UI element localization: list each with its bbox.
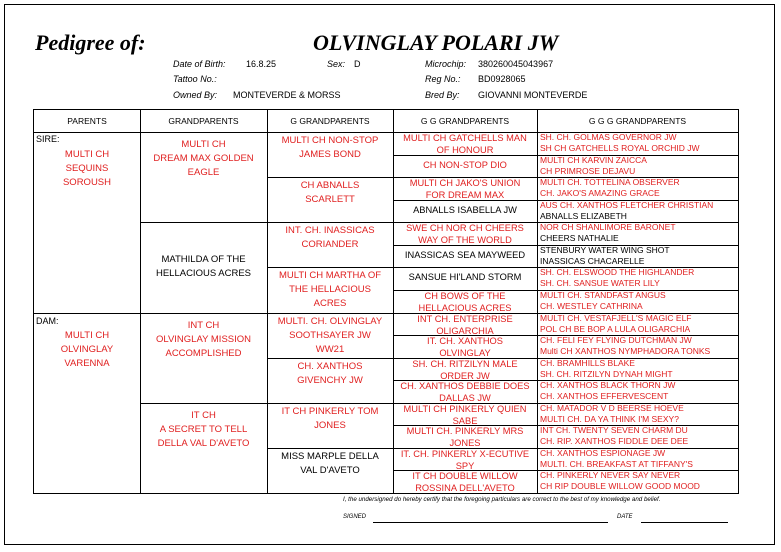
cell-line: SCARLETT (305, 194, 355, 206)
ggg-grandparent-cell (537, 335, 738, 358)
column-header: G G G GRANDPARENTS (588, 116, 687, 126)
cell-line: INASSICAS SEA MAYWEED (404, 249, 526, 260)
pedigree-table (33, 109, 739, 494)
column-header: G GRANDPARENTS (290, 116, 370, 126)
cell-line: MULTI CH (64, 329, 110, 341)
cell-line: CH. XANTHOS DEBBIE DOES (400, 381, 530, 392)
microchip-label: Microchip: (425, 59, 467, 69)
g-grandparent-cell (267, 177, 393, 222)
cell-line: DALLAS JW (439, 393, 491, 403)
cell-line: ACRES (313, 298, 347, 310)
ancestor-name: STENBURY WATER WING SHOT (540, 244, 670, 255)
cell-line: IT CH (191, 409, 216, 421)
cell-line: OLVINGLAY (60, 343, 114, 355)
ancestor-name: CH. MATADOR V D BEERSE HOEVE (540, 402, 684, 413)
ancestor-name: MULTI CH. TOTTELINA OBSERVER (540, 177, 680, 188)
ancestor-name: MULTI CH. DA YA THINK I'M SEXY? (540, 413, 679, 424)
bred-label: Bred By: (425, 90, 460, 100)
cell-line: OLVINGLAY MISSION (155, 333, 252, 345)
ancestor-name: INASSICAS CHACARELLE (540, 255, 645, 266)
cell-line: HELLACIOUS ACRES (155, 268, 252, 280)
cell-line: IT CH DOUBLE WILLOW (412, 471, 518, 482)
ancestor-name: MULTI. CH. BREAKFAST AT TIFFANY'S (540, 458, 693, 469)
ggg-grandparent-cell (537, 222, 738, 245)
cell-line: DREAM MAX GOLDEN (153, 153, 254, 164)
cell-line: INT CH (187, 319, 220, 331)
cell-line: MULTI. CH. OLVINGLAY (277, 315, 383, 327)
column-header: GRANDPARENTS (168, 116, 239, 126)
gg-grandparent-cell (393, 403, 537, 426)
gg-grandparent-cell (393, 313, 537, 336)
bred-value: GIOVANNI MONTEVERDE (478, 90, 588, 100)
sex-label: Sex: (327, 59, 346, 69)
cell-line: CH BOWS OF THE (424, 290, 506, 301)
ancestor-name: MULTI CH. STANDFAST ANGUS (540, 289, 666, 300)
owned-value: MONTEVERDE & MORSS (233, 90, 341, 100)
cell-line: SH. CH. RITZILYN MALE (412, 358, 518, 369)
cell-line: JAMES BOND (299, 149, 361, 160)
cell-line: IT. CH. PINKERLY X-ECUTIVE (400, 448, 530, 459)
cell-line: MULTI CH GATCHELLS MAN (403, 133, 527, 143)
cell-line: OF HONOUR (436, 145, 494, 155)
cell-line: ACCOMPLISHED (165, 347, 242, 359)
dob-value: 16.8.25 (246, 59, 277, 69)
cell-line: MULTI CH PINKERLY QUIEN (403, 403, 527, 414)
ggg-grandparent-cell (537, 448, 738, 471)
gg-grandparent-cell (393, 200, 537, 223)
gg-grandparent-cell (393, 155, 537, 178)
ancestor-name: SH. CH. GOLMAS GOVERNOR JW (540, 132, 677, 142)
cell-line: INT. CH. INASSICAS (285, 225, 375, 237)
cell-line: A SECRET TO TELL (159, 423, 248, 435)
cell-line: HELLACIOUS ACRES (418, 302, 512, 313)
g-grandparent-cell (267, 448, 393, 493)
cell-line: SPY (455, 460, 475, 471)
gg-grandparent-cell (393, 358, 537, 381)
reg-value: BD0928065 (478, 74, 526, 84)
ancestor-name: CH. XANTHOS ESPIONAGE JW (540, 447, 666, 458)
g-grandparent-cell (267, 222, 393, 267)
cell-line: SEQUINS (65, 163, 109, 174)
cell-line: ORDER JW (440, 370, 490, 381)
ancestor-name: CH. BRAMHILLS BLAKE (540, 357, 635, 368)
signed-label: SIGNED (343, 514, 367, 520)
ggg-grandparent-cell (537, 403, 738, 426)
grandparent-cell (140, 403, 267, 493)
ggg-grandparent-cell (537, 358, 738, 381)
cell-line: MATHILDA OF THE (161, 254, 246, 266)
gg-grandparent-cell (393, 380, 537, 403)
cell-line: SOROUSH (62, 177, 112, 188)
date-line (641, 522, 728, 523)
cell-line: OLVINGLAY (439, 348, 491, 358)
cell-line: IT CH PINKERLY TOM (281, 405, 379, 417)
gg-grandparent-cell (393, 222, 537, 245)
ancestor-name: SH. CH. RITZILYN DYNAH MIGHT (540, 368, 673, 379)
ancestor-name: ABNALLS ELIZABETH (540, 210, 627, 221)
ancestor-name: INT CH. TWENTY SEVEN CHARM DU (540, 425, 688, 436)
cell-line: INT CH. ENTERPRISE (417, 313, 513, 324)
cell-line: JONES (449, 438, 481, 448)
parent-cell (34, 313, 140, 494)
g-grandparent-cell (267, 132, 393, 177)
dog-name: OLVINGLAY POLARI JW (313, 30, 559, 55)
date-label: DATE (617, 514, 633, 520)
grandparent-cell (140, 222, 267, 312)
dob-label: Date of Birth: (173, 59, 226, 69)
g-grandparent-cell (267, 313, 393, 358)
ancestor-name: CH. XANTHOS BLACK THORN JW (540, 380, 676, 391)
cell-line: CH. XANTHOS (297, 360, 363, 372)
cell-line: IT. CH. XANTHOS (427, 336, 503, 347)
gg-grandparent-cell (393, 470, 537, 493)
ancestor-name: AUS CH. XANTHOS FLETCHER CHRISTIAN (540, 199, 714, 210)
ancestor-name: Multi CH XANTHOS NYMPHADORA TONKS (540, 346, 711, 357)
ancestor-name: SH. CH. SANSUE WATER LILY (540, 278, 660, 289)
parent-cell (34, 132, 140, 313)
ggg-grandparent-cell (537, 132, 738, 155)
ggg-grandparent-cell (537, 177, 738, 200)
cell-line: SABE (452, 415, 478, 426)
ancestor-name: CH. FELI FEY FLYING DUTCHMAN JW (540, 335, 692, 346)
g-grandparent-cell (267, 267, 393, 312)
gg-grandparent-cell (393, 448, 537, 471)
ggg-grandparent-cell (537, 155, 738, 178)
cell-line: OLIGARCHIA (436, 325, 494, 336)
cell-line: MULTI CH NON-STOP (281, 135, 379, 146)
ggg-grandparent-cell (537, 200, 738, 223)
ggg-grandparent-cell (537, 267, 738, 290)
gg-grandparent-cell (393, 335, 537, 358)
cell-line: MULTI CH (181, 139, 226, 150)
column-header: PARENTS (67, 116, 107, 126)
cell-line: WW21 (315, 343, 345, 355)
certification-text: I, the undersigned do hereby certify that the foregoing particulars are correct to the best of my knowledge and belief. (343, 496, 661, 503)
ggg-grandparent-cell (537, 313, 738, 336)
ancestor-name: CH. RIP. XANTHOS FIDDLE DEE DEE (540, 436, 689, 447)
ancestor-name: MULTI CH. VESTAFJELL'S MAGIC ELF (540, 312, 692, 323)
ancestor-name: CH. JAKO'S AMAZING GRACE (540, 188, 660, 199)
cell-line: WAY OF THE WORLD (418, 235, 512, 245)
microchip-value: 380260045043967 (478, 59, 554, 69)
cell-line: FOR DREAM MAX (425, 190, 505, 200)
ancestor-name: NOR CH SHANLIMORE BARONET (540, 222, 676, 233)
g-grandparent-cell (267, 403, 393, 448)
signature-line (373, 522, 608, 523)
ancestor-name: SH CH GATCHELLS ROYAL ORCHID JW (540, 143, 700, 153)
gg-grandparent-cell (393, 267, 537, 290)
gg-grandparent-cell (393, 177, 537, 200)
cell-line: SOOTHSAYER JW (289, 329, 371, 341)
reg-label: Reg No.: (425, 74, 461, 84)
cell-line: CH ABNALLS (300, 180, 360, 192)
cell-line: THE HELLACIOUS (289, 284, 371, 296)
tattoo-label: Tattoo No.: (173, 74, 217, 84)
g-grandparent-cell (267, 358, 393, 403)
owned-label: Owned By: (173, 90, 218, 100)
ancestor-name: CH. WESTLEY CATHRINA (540, 300, 643, 311)
ancestor-name: SH. CH. ELSWOOD THE HIGHLANDER (540, 267, 695, 278)
gg-grandparent-cell (393, 425, 537, 448)
ggg-grandparent-cell (537, 290, 738, 313)
ancestor-name: CH. XANTHOS EFFERVESCENT (540, 391, 669, 402)
ggg-grandparent-cell (537, 380, 738, 403)
ancestor-name: MULTI CH KARVIN ZAICCA (540, 154, 647, 165)
ggg-grandparent-cell (537, 425, 738, 448)
cell-line: MULTI CH MARTHA OF (278, 270, 382, 282)
cell-line: JONES (314, 419, 346, 431)
sire-label: SIRE: (36, 134, 60, 144)
cell-line: GIVENCHY JW (297, 374, 363, 386)
gg-grandparent-cell (393, 245, 537, 268)
ancestor-name: CH. PINKERLY NEVER SAY NEVER (540, 470, 681, 481)
pedigree-title-label: Pedigree of: (35, 30, 146, 55)
ancestor-name: CHEERS NATHALIE (540, 233, 619, 244)
grandparent-cell (140, 132, 267, 222)
cell-line: CH NON-STOP DIO (423, 159, 507, 170)
column-header: G G GRANDPARENTS (420, 116, 510, 126)
cell-line: SWE CH NOR CH CHEERS (406, 223, 524, 234)
cell-line: ROSSINA DELL'AVETO (415, 483, 515, 493)
cell-line: MULTI CH. PINKERLY MRS (406, 426, 524, 437)
cell-line: VAL D'AVETO (300, 464, 360, 476)
cell-line: EAGLE (187, 167, 220, 178)
cell-line: ABNALLS ISABELLA JW (413, 204, 517, 215)
ancestor-name: POL CH BE BOP A LULA OLIGARCHIA (540, 323, 691, 334)
cell-line: SANSUE HI'LAND STORM (408, 272, 522, 283)
gg-grandparent-cell (393, 132, 537, 155)
dam-label: DAM: (36, 315, 59, 326)
grandparent-cell (140, 313, 267, 403)
cell-line: MULTI CH JAKO'S UNION (409, 178, 521, 189)
ancestor-name: CH RIP DOUBLE WILLOW GOOD MOOD (540, 481, 700, 492)
ggg-grandparent-cell (537, 470, 738, 493)
ggg-grandparent-cell (537, 245, 738, 268)
gg-grandparent-cell (393, 290, 537, 313)
sex-value: D (354, 59, 361, 69)
ancestor-name: CH PRIMROSE DEJAVU (540, 165, 636, 176)
cell-line: DELLA VAL D'AVETO (157, 437, 250, 449)
cell-line: VARENNA (64, 357, 110, 369)
cell-line: CORIANDER (301, 239, 359, 251)
cell-line: MISS MARPLE DELLA (281, 450, 379, 462)
cell-line: MULTI CH (64, 149, 110, 160)
